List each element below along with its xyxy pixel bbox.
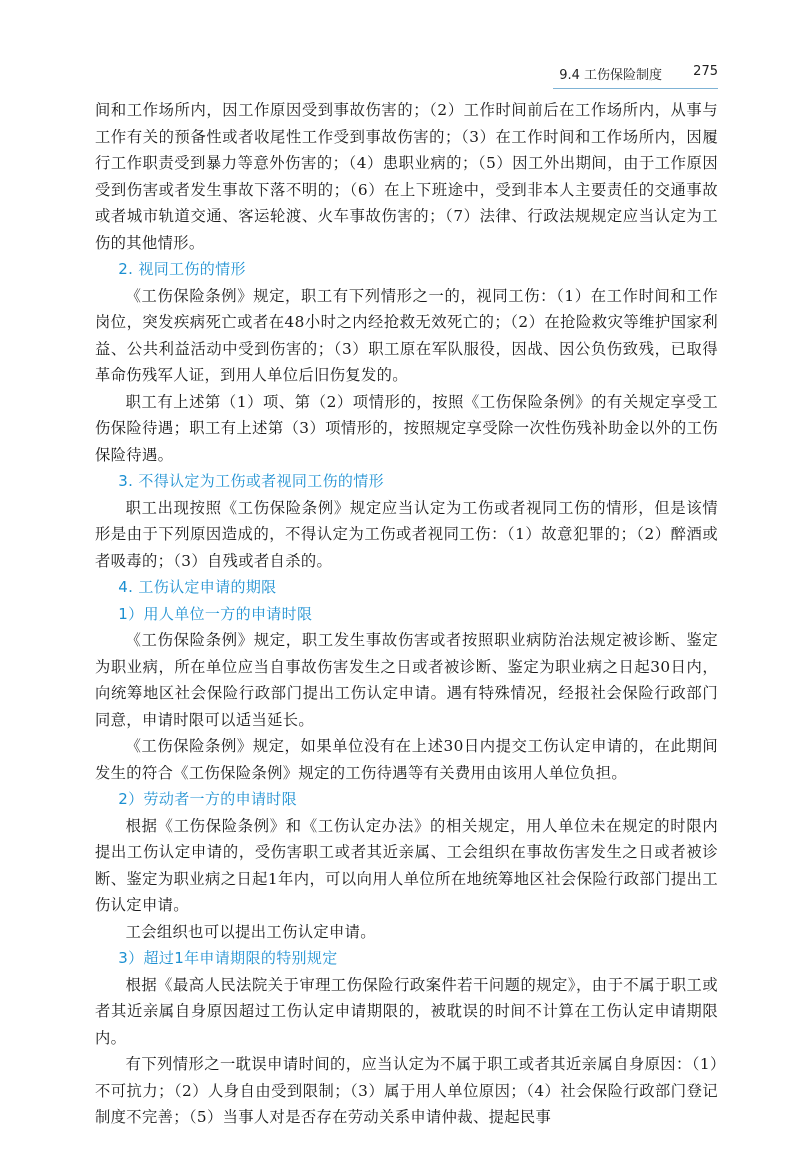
body-paragraph: 《工伤保险条例》规定，职工有下列情形之一的，视同工伤：（1）在工作时间和工作岗位，突发疾病死亡或者在48小时之内经抢救无效死亡的；（2）在抢险救灾等维护国家利益、公共利益活动中受到伤害的；（3）职工原在军队服役，因战、因公负伤致残，已取得革命伤残军人证，到用人单位后旧伤复发的。 [95,286,718,384]
body-paragraph: 有下列情形之一耽误申请时间的，应当认定为不属于职工或者其近亲属自身原因：（1）不可抗力；（2）人身自由受到限制；（3）属于用人单位原因；（4）社会保险行政部门登记制度不完善；（5）当事人对是否存在劳动关系申请仲裁、提起民事 [95,1055,718,1126]
section-heading: 1）用人单位一方的申请时限 [118,604,313,623]
page-number: 275 [693,64,718,79]
page-body [95,97,718,1131]
body-paragraph: 间和工作场所内，因工作原因受到事故伤害的；（2）工作时间前后在工作场所内，从事与工作有关的预备性或者收尾性工作受到事故伤害的；（3）在工作时间和工作场所内，因履行工作职责受到暴力等意外伤害的；（4）患职业病的；（5）因工外出期间，由于工作原因受到伤害或者发生事故下落不明的；（6）在上下班途中，受到非本人主要责任的交通事故或者城市轨道交通、客运轮渡、火车事故伤害的；（7）法律、行政法规规定应当认定为工伤的其他情形。 [95,101,718,252]
section-heading: 3）超过1年申请期限的特别规定 [118,949,338,967]
section-heading: 4. 工伤认定申请的期限 [118,578,277,596]
header-rule [553,88,718,89]
section-heading: 3. 不得认定为工伤或者视同工伤的情形 [118,472,384,490]
body-paragraph: 工会组织也可以提出工伤认定申请。 [125,922,376,941]
body-paragraph: 《工伤保险条例》规定，职工发生事故伤害或者按照职业病防治法规定被诊断、鉴定为职业病，所在单位应当自事故伤害发生之日或者被诊断、鉴定为职业病之日起30日内，向统筹地区社会保险行政部门提出工伤认定申请。遇有特殊情况，经报社会保险行政部门同意，申请时限可以适当延长。 [95,631,718,729]
running-header [0,62,718,84]
body-paragraph: 根据《最高人民法院关于审理工伤保险行政案件若干问题的规定》，由于不属于职工或者其近亲属自身原因超过工伤认定申请期限的，被耽误的时间不计算在工伤认定申请期限内。 [95,975,718,1047]
body-paragraph: 职工出现按照《工伤保险条例》规定应当认定为工伤或者视同工伤的情形，但是该情形是由于下列原因造成的，不得认定为工伤或者视同工伤：（1）故意犯罪的；（2）醉酒或者吸毒的；（3）自残或者自杀的。 [95,498,718,570]
section-heading: 2. 视同工伤的情形 [118,260,246,278]
section-title: 9.4 工伤保险制度 [559,68,662,83]
section-heading: 2）劳动者一方的申请时限 [118,790,297,808]
body-paragraph: 职工有上述第（1）项、第（2）项情形的，按照《工伤保险条例》的有关规定享受工伤保险待遇；职工有上述第（3）项情形的，按照规定享受除一次性伤残补助金以外的工伤保险待遇。 [95,392,718,464]
body-paragraph: 根据《工伤保险条例》和《工伤认定办法》的相关规定，用人单位未在规定的时限内提出工伤认定申请的，受伤害职工或者其近亲属、工会组织在事故伤害发生之日或者被诊断、鉴定为职业病之日起1年内，可以向用人单位所在地统筹地区社会保险行政部门提出工伤认定申请。 [95,816,718,914]
body-paragraph: 《工伤保险条例》规定，如果单位没有在上述30日内提交工伤认定申请的，在此期间发生的符合《工伤保险条例》规定的工伤待遇等有关费用由该用人单位负担。 [95,737,718,782]
